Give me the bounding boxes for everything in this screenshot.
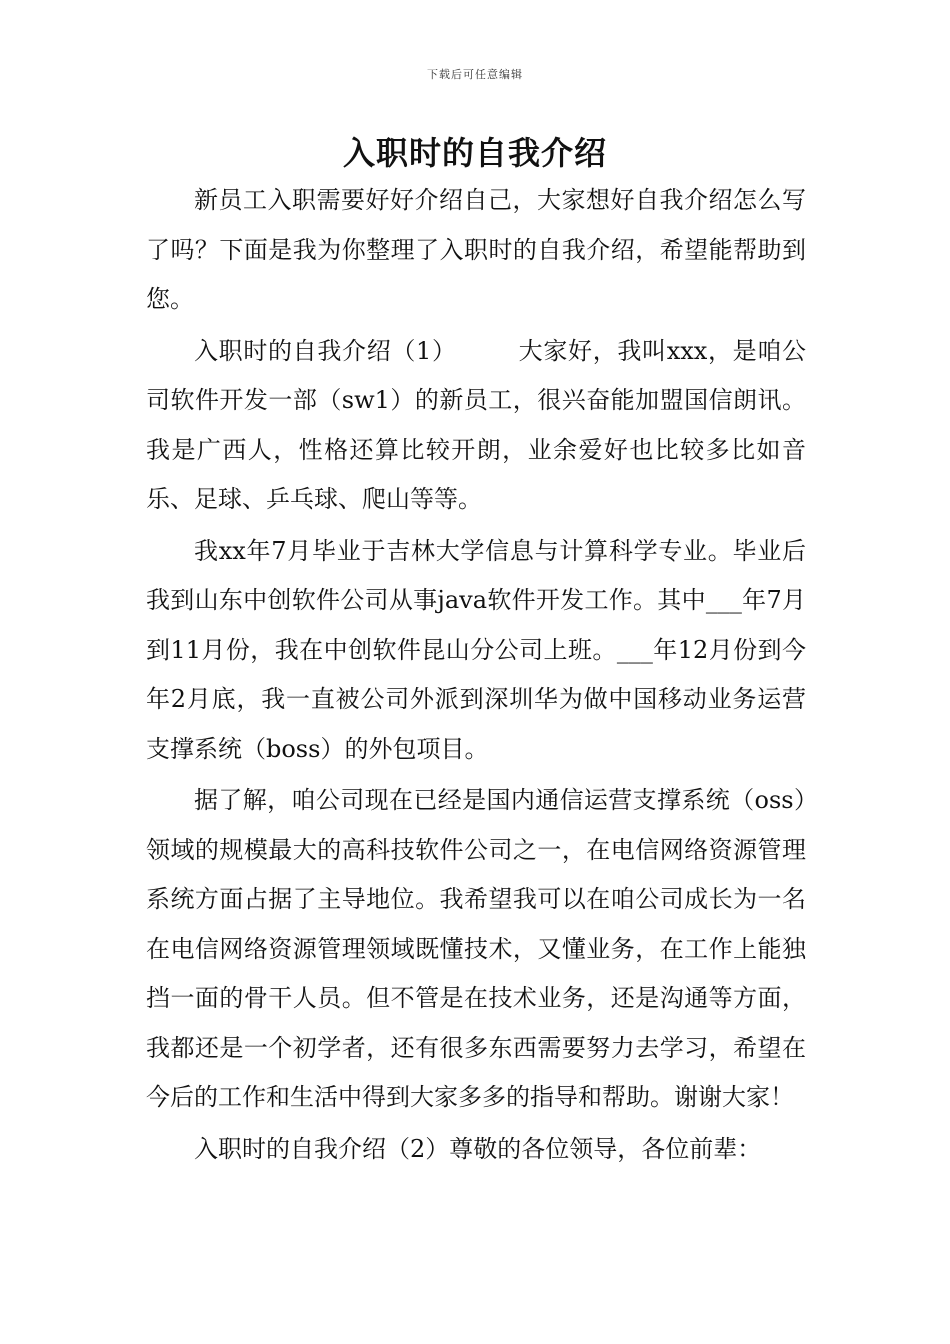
- document-body: [146, 176, 806, 1176]
- paragraph-company-goals: 据了解，咱公司现在已经是国内通信运营支撑系统（oss）领域的规模最大的高科技软件公司之一，在电信网络资源管理系统方面占据了主导地位。我希望我可以在咱公司成长为一名在电信网络资源管理领域既懂技术，又懂业务，在工作上能独挡一面的骨干人员。但不管是在技术业务，还是沟通等方面，我都还是一个初学者，还有很多东西需要努力去学习，希望在今后的工作和生活中得到大家多多的指导和帮助。谢谢大家！: [146, 786, 806, 1111]
- page-header-note: 下载后可任意编辑: [427, 68, 523, 81]
- paragraph-self-intro-2: 入职时的自我介绍（2）尊敬的各位领导，各位前辈：: [194, 1134, 762, 1163]
- document-title: 入职时的自我介绍: [342, 134, 607, 172]
- paragraph-intro: 新员工入职需要好好介绍自己，大家想好自我介绍怎么写了吗？下面是我为你整理了入职时的自我介绍，希望能帮助到您。: [146, 186, 806, 313]
- paragraph-self-intro-1: 入职时的自我介绍（1） 大家好，我叫xxx，是咱公司软件开发一部（sw1）的新员工，很兴奋能加盟国信朗讯。我是广西人，性格还算比较开朗，业余爱好也比较多比如音乐、足球、乒乓球、爬山等等。: [146, 336, 806, 513]
- paragraph-education-work: 我xx年7月毕业于吉林大学信息与计算科学专业。毕业后我到山东中创软件公司从事java软件开发工作。其中___年7月到11月份，我在中创软件昆山分公司上班。___年12月份到今年2月底，我一直被公司外派到深圳华为做中国移动业务运营支撑系统（boss）的外包项目。: [146, 536, 806, 763]
